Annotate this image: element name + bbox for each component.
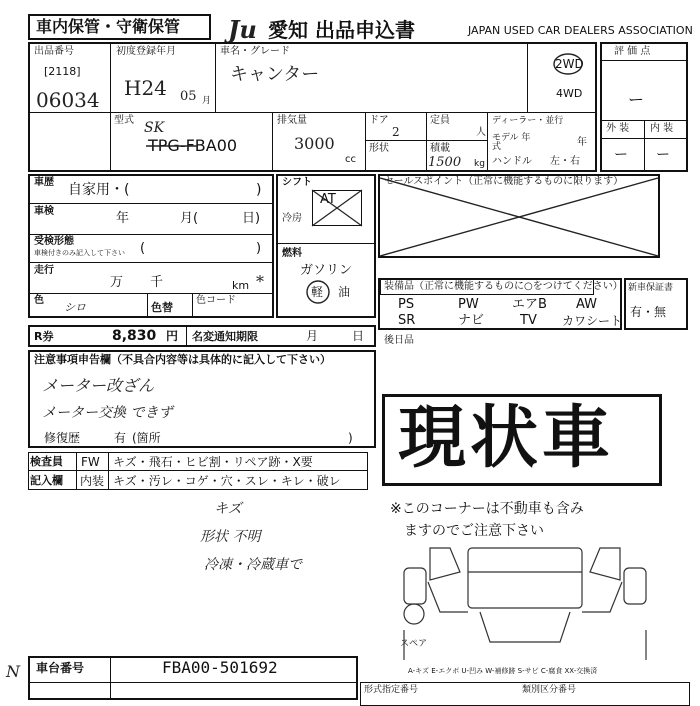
ac-label: 冷房 — [282, 213, 302, 224]
first-reg-month-unit: 月 — [202, 96, 212, 106]
fuel-gasoline: ガソリン — [300, 263, 353, 278]
color-change-label: 色替 — [151, 301, 173, 314]
model-value: TPG-FBA00 — [148, 136, 238, 155]
status-note-1: ※このコーナーは不動車も含み — [390, 501, 584, 517]
equipment-airbag: エアB — [512, 297, 547, 312]
model-handwritten: SK — [144, 120, 165, 136]
inspector-label2: 記入欄 — [30, 474, 63, 487]
lot-number: 06034 — [36, 88, 100, 112]
truck-diagram — [0, 0, 1, 1]
inspection-label: 車検 — [34, 206, 54, 217]
receive-close: ) — [256, 241, 262, 256]
inspector-row2: キズ・汚レ・コゲ・穴・スレ・キレ・破レ — [113, 474, 341, 488]
lot-label: 出品番号 — [34, 46, 74, 57]
doors-value: 2 — [392, 125, 400, 139]
recycle-label: R券 — [34, 330, 54, 343]
status-note-2: ますのでご注意下さい — [404, 523, 544, 539]
status-stamp-text: 現状車 — [398, 398, 615, 478]
repair-part: (箇所 — [132, 431, 161, 445]
spare-label: スペア — [400, 639, 428, 649]
first-reg-month: 05 — [180, 89, 197, 104]
displacement-label: 排気量 — [277, 115, 307, 126]
recycle-unit: 円 — [166, 329, 179, 343]
hand-note-2: 形状 不明 — [200, 529, 261, 545]
notice-label: 名変通知期限 — [192, 330, 258, 343]
exterior-label: 外 装 — [606, 123, 630, 134]
form-label: 形式指定番号 — [364, 685, 419, 695]
load-unit: kg — [474, 159, 485, 169]
color-value: シロ — [64, 301, 86, 314]
model-year-unit: 年 — [577, 137, 587, 148]
storage-label: 車内保管・守衛保管 — [36, 17, 181, 36]
shift-label: シフト — [282, 177, 312, 188]
notes-label: 注意事項申告欄（不具合内容等は具体的に記入して下さい） — [34, 353, 331, 366]
equipment-ps: PS — [398, 297, 415, 312]
drive-4wd: 4WD — [556, 87, 583, 100]
equipment-tv: TV — [520, 313, 537, 328]
notes-line1: メーター改ざん — [42, 376, 155, 395]
warranty-value: 有・無 — [630, 305, 667, 319]
car-name-value: キャンター — [230, 64, 320, 85]
shift-value: AT — [320, 192, 336, 207]
usage-value: 自家用・( — [68, 182, 130, 198]
equipment-label: 装備品（正常に機能するものに○をつけてください） — [384, 281, 623, 292]
mileage-man: 万 — [110, 275, 124, 290]
margin-mark: N — [6, 662, 20, 681]
inspection-month: 月( — [180, 211, 199, 226]
usage-label: 車歴 — [34, 177, 54, 188]
rating-label: 評 価 点 — [614, 46, 651, 57]
inspector-label1: 検査員 — [30, 455, 63, 468]
equipment-leather: カワシート — [562, 314, 623, 328]
diagram-legend: A-キズ E-エクボ U-凹み W-補修跡 S-サビ C-腐食 XX-交換済 — [408, 667, 598, 675]
inspector-row1: キズ・飛石・ヒビ割・リペア跡・X要 — [113, 455, 313, 469]
chassis-label: 車台番号 — [36, 661, 85, 675]
org-english: JAPAN USED CAR DEALERS ASSOCIATION — [468, 24, 693, 37]
car-name-label: 車名・グレード — [220, 46, 290, 57]
class-label: 類別区分番号 — [522, 685, 577, 695]
interior-label: 内 装 — [650, 123, 674, 134]
color-code-label: 色コード — [196, 295, 236, 306]
repair-close: ) — [348, 431, 353, 445]
equipment-sr: SR — [398, 313, 416, 328]
doors-label: ドア — [369, 115, 389, 126]
handle-label: ハンドル — [492, 156, 532, 167]
hand-note-1: キズ — [214, 501, 242, 517]
sales-point-label: セールスポイント（正常に機能するものに限ります） — [384, 176, 624, 187]
inspection-year: 年 — [116, 211, 130, 226]
receive-note: 車検付きのみ記入して下さい — [34, 249, 125, 257]
exterior-value: ー — [614, 147, 628, 163]
receive-open: ( — [140, 241, 146, 256]
fuel-label: 燃料 — [282, 248, 302, 259]
ju-logo: Ju — [228, 15, 257, 44]
first-reg-label: 初度登録年月 — [116, 46, 176, 57]
inspection-day: 日) — [242, 211, 261, 226]
equipment-pw: PW — [458, 297, 479, 312]
mileage-km: km — [232, 279, 250, 292]
interior-value: ー — [656, 147, 670, 163]
hand-note-3: 冷凍・冷蔵車で — [204, 557, 302, 573]
inspector-row1-head: FW — [81, 455, 100, 469]
equipment-aw: AW — [576, 297, 598, 312]
usage-close: ) — [256, 182, 262, 198]
dealer-label: ディーラー・並行 — [492, 116, 564, 126]
handle-options: 左・右 — [550, 156, 580, 167]
notice-day: 日 — [352, 329, 365, 343]
mileage-mark: * — [256, 272, 264, 291]
retrofit-label: 後日品 — [384, 335, 414, 346]
repair-value: 有 — [114, 431, 127, 445]
displacement-value: 3000 — [294, 134, 335, 153]
capacity-unit: 人 — [476, 127, 486, 138]
model-year-label: モデル 年式 — [492, 133, 531, 152]
load-value: 1500 — [428, 155, 462, 170]
repair-label: 修復歴 — [44, 431, 81, 445]
equipment-navi: ナビ — [458, 313, 485, 328]
mileage-label: 走行 — [34, 265, 54, 276]
notice-month: 月 — [306, 329, 319, 343]
receive-label: 受検形態 — [34, 236, 74, 247]
shape-label: 形状 — [369, 143, 389, 154]
inspector-row2-head: 内装 — [80, 474, 105, 488]
first-reg-year: H24 — [124, 76, 167, 100]
capacity-label: 定員 — [430, 115, 450, 126]
recycle-value: 8,830 — [112, 328, 157, 344]
fuel-light: 軽 — [311, 285, 324, 299]
load-label: 積載 — [430, 143, 450, 154]
chassis-value: FBA00-501692 — [162, 658, 278, 677]
rating-score: ー — [628, 90, 645, 109]
drive-2wd: 2WD — [555, 57, 584, 71]
org-title: 愛知 出品申込書 — [268, 18, 415, 42]
notes-line2: メーター交換 できず — [42, 405, 173, 421]
fuel-oil: 油 — [338, 285, 351, 299]
lot-code: [2118] — [44, 65, 81, 78]
model-label: 型式 — [114, 115, 134, 126]
color-label: 色 — [34, 295, 44, 306]
mileage-sen: 千 — [150, 275, 164, 290]
displacement-unit: cc — [345, 154, 356, 165]
warranty-label: 新車保証書 — [628, 283, 674, 293]
